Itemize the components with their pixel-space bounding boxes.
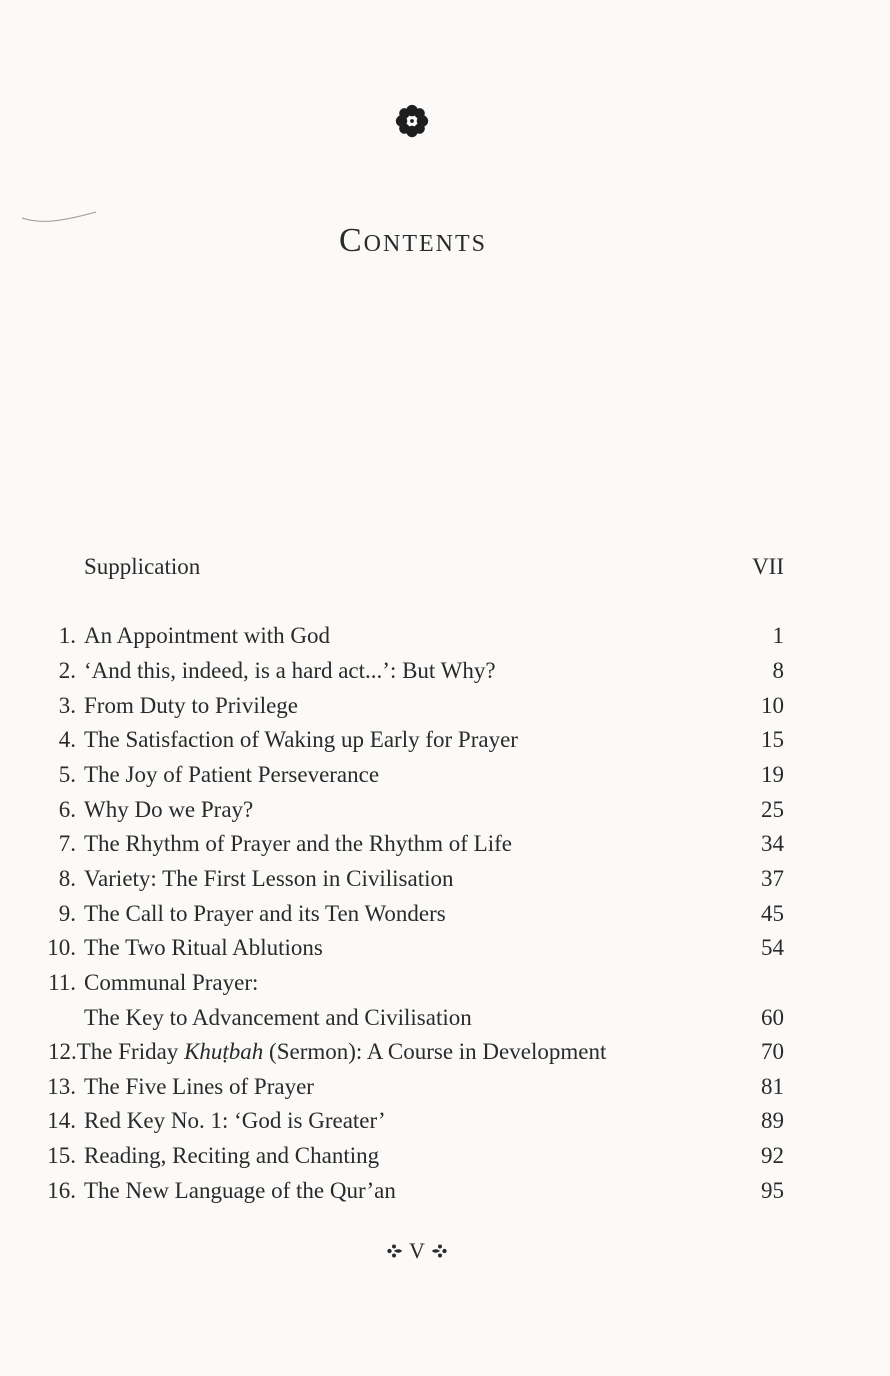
toc-entry-number: 6. bbox=[58, 797, 76, 822]
toc-row bbox=[0, 1106, 890, 1136]
toc-row bbox=[0, 795, 890, 825]
toc-entry-title: The Five Lines of Prayer bbox=[84, 1074, 314, 1099]
folio-number: V bbox=[409, 1237, 425, 1263]
toc-entry-page: 1 bbox=[772, 623, 784, 648]
toc-entry-title: Why Do we Pray? bbox=[84, 797, 254, 822]
page-title: Contents bbox=[338, 222, 487, 259]
toc-entry-number: 13. bbox=[47, 1074, 76, 1099]
toc-row bbox=[0, 725, 890, 755]
toc-row bbox=[0, 1072, 890, 1102]
toc-row bbox=[0, 621, 890, 651]
toc-entry-number: 15. bbox=[47, 1143, 76, 1168]
toc-entry-number: 16. bbox=[47, 1178, 76, 1203]
page-number bbox=[372, 1236, 462, 1266]
toc-entry-title-italic: Khuṭbah bbox=[184, 1039, 264, 1064]
toc-entry-number: 9. bbox=[58, 901, 76, 926]
toc-row bbox=[0, 933, 890, 963]
toc-entry-number: 10. bbox=[47, 935, 76, 960]
toc-entry-page: 8 bbox=[772, 658, 784, 683]
toc-row bbox=[0, 656, 890, 686]
toc-entry-number: 11. bbox=[48, 970, 76, 995]
toc-entry-page: 81 bbox=[761, 1074, 784, 1099]
fleuron-left-icon bbox=[385, 1242, 403, 1260]
toc-entry-page: 19 bbox=[761, 762, 784, 787]
toc-entry-title: Communal Prayer: bbox=[84, 970, 259, 995]
toc-entry-page: VII bbox=[752, 554, 784, 579]
toc-entry-title: Red Key No. 1: ‘God is Greater’ bbox=[84, 1108, 386, 1133]
toc-entry-title: The New Language of the Qur’an bbox=[84, 1178, 396, 1203]
toc-entry-title: The Satisfaction of Waking up Early for Prayer bbox=[84, 727, 518, 752]
toc-row bbox=[0, 1141, 890, 1171]
toc-row bbox=[0, 1037, 890, 1067]
toc-row-preface bbox=[0, 552, 890, 582]
toc-entry-title: Reading, Reciting and Chanting bbox=[84, 1143, 380, 1168]
toc-entry-title: The Joy of Patient Perseverance bbox=[84, 762, 380, 787]
toc-entry-number: 8. bbox=[58, 866, 76, 891]
toc-entry-number: 14. bbox=[47, 1108, 76, 1133]
toc-entry-title: From Duty to Privilege bbox=[84, 693, 299, 718]
toc-entry-page: 89 bbox=[761, 1108, 784, 1133]
toc-entry-number: 12. bbox=[48, 1039, 77, 1064]
toc-entry-page: 15 bbox=[761, 727, 784, 752]
toc-row bbox=[0, 864, 890, 894]
toc-entry-number: 7. bbox=[58, 831, 76, 856]
toc-row bbox=[0, 760, 890, 790]
toc-entry-page: 45 bbox=[761, 901, 784, 926]
toc-entry-title bbox=[48, 1037, 606, 1067]
toc-row bbox=[0, 968, 890, 998]
toc-entry-page: 95 bbox=[761, 1178, 784, 1203]
flower-ornament-icon bbox=[393, 102, 431, 140]
toc-row bbox=[0, 829, 890, 859]
toc-entry-number: 1. bbox=[58, 623, 76, 648]
toc-entry-page: 92 bbox=[761, 1143, 784, 1168]
toc-row bbox=[0, 899, 890, 929]
toc-entry-title: The Call to Prayer and its Ten Wonders bbox=[84, 901, 446, 926]
toc-entry-title: An Appointment with God bbox=[84, 623, 330, 648]
toc-entry-title: Supplication bbox=[84, 554, 201, 579]
toc-entry-page: 60 bbox=[761, 1005, 784, 1030]
toc-entry-title-suffix: (Sermon): A Course in Development bbox=[263, 1039, 607, 1064]
fleuron-right-icon bbox=[431, 1242, 449, 1260]
toc-entry-title: The Rhythm of Prayer and the Rhythm of Life bbox=[84, 831, 512, 856]
toc-entry-number: 5. bbox=[58, 762, 76, 787]
toc-entry-title-continued: The Key to Advancement and Civilisation bbox=[84, 1005, 472, 1030]
toc-entry-number: 4. bbox=[58, 727, 76, 752]
toc-entry-page: 37 bbox=[761, 866, 784, 891]
toc-entry-title-prefix: The Friday bbox=[76, 1039, 185, 1064]
toc-entry-number: 3. bbox=[58, 693, 76, 718]
toc-entry-title: ‘And this, indeed, is a hard act...’: But Why? bbox=[84, 658, 496, 683]
toc-entry-title: The Two Ritual Ablutions bbox=[84, 935, 323, 960]
toc-entry-title: Variety: The First Lesson in Civilisation bbox=[84, 866, 454, 891]
toc-row-continuation bbox=[0, 1003, 890, 1033]
toc-row bbox=[0, 1176, 890, 1206]
toc-entry-page: 70 bbox=[761, 1039, 784, 1064]
toc-entry-page: 34 bbox=[761, 831, 784, 856]
toc-entry-page: 25 bbox=[761, 797, 784, 822]
toc-entry-page: 10 bbox=[761, 693, 784, 718]
toc-row bbox=[0, 691, 890, 721]
toc-entry-page: 54 bbox=[761, 935, 784, 960]
toc-entry-number: 2. bbox=[58, 658, 76, 683]
